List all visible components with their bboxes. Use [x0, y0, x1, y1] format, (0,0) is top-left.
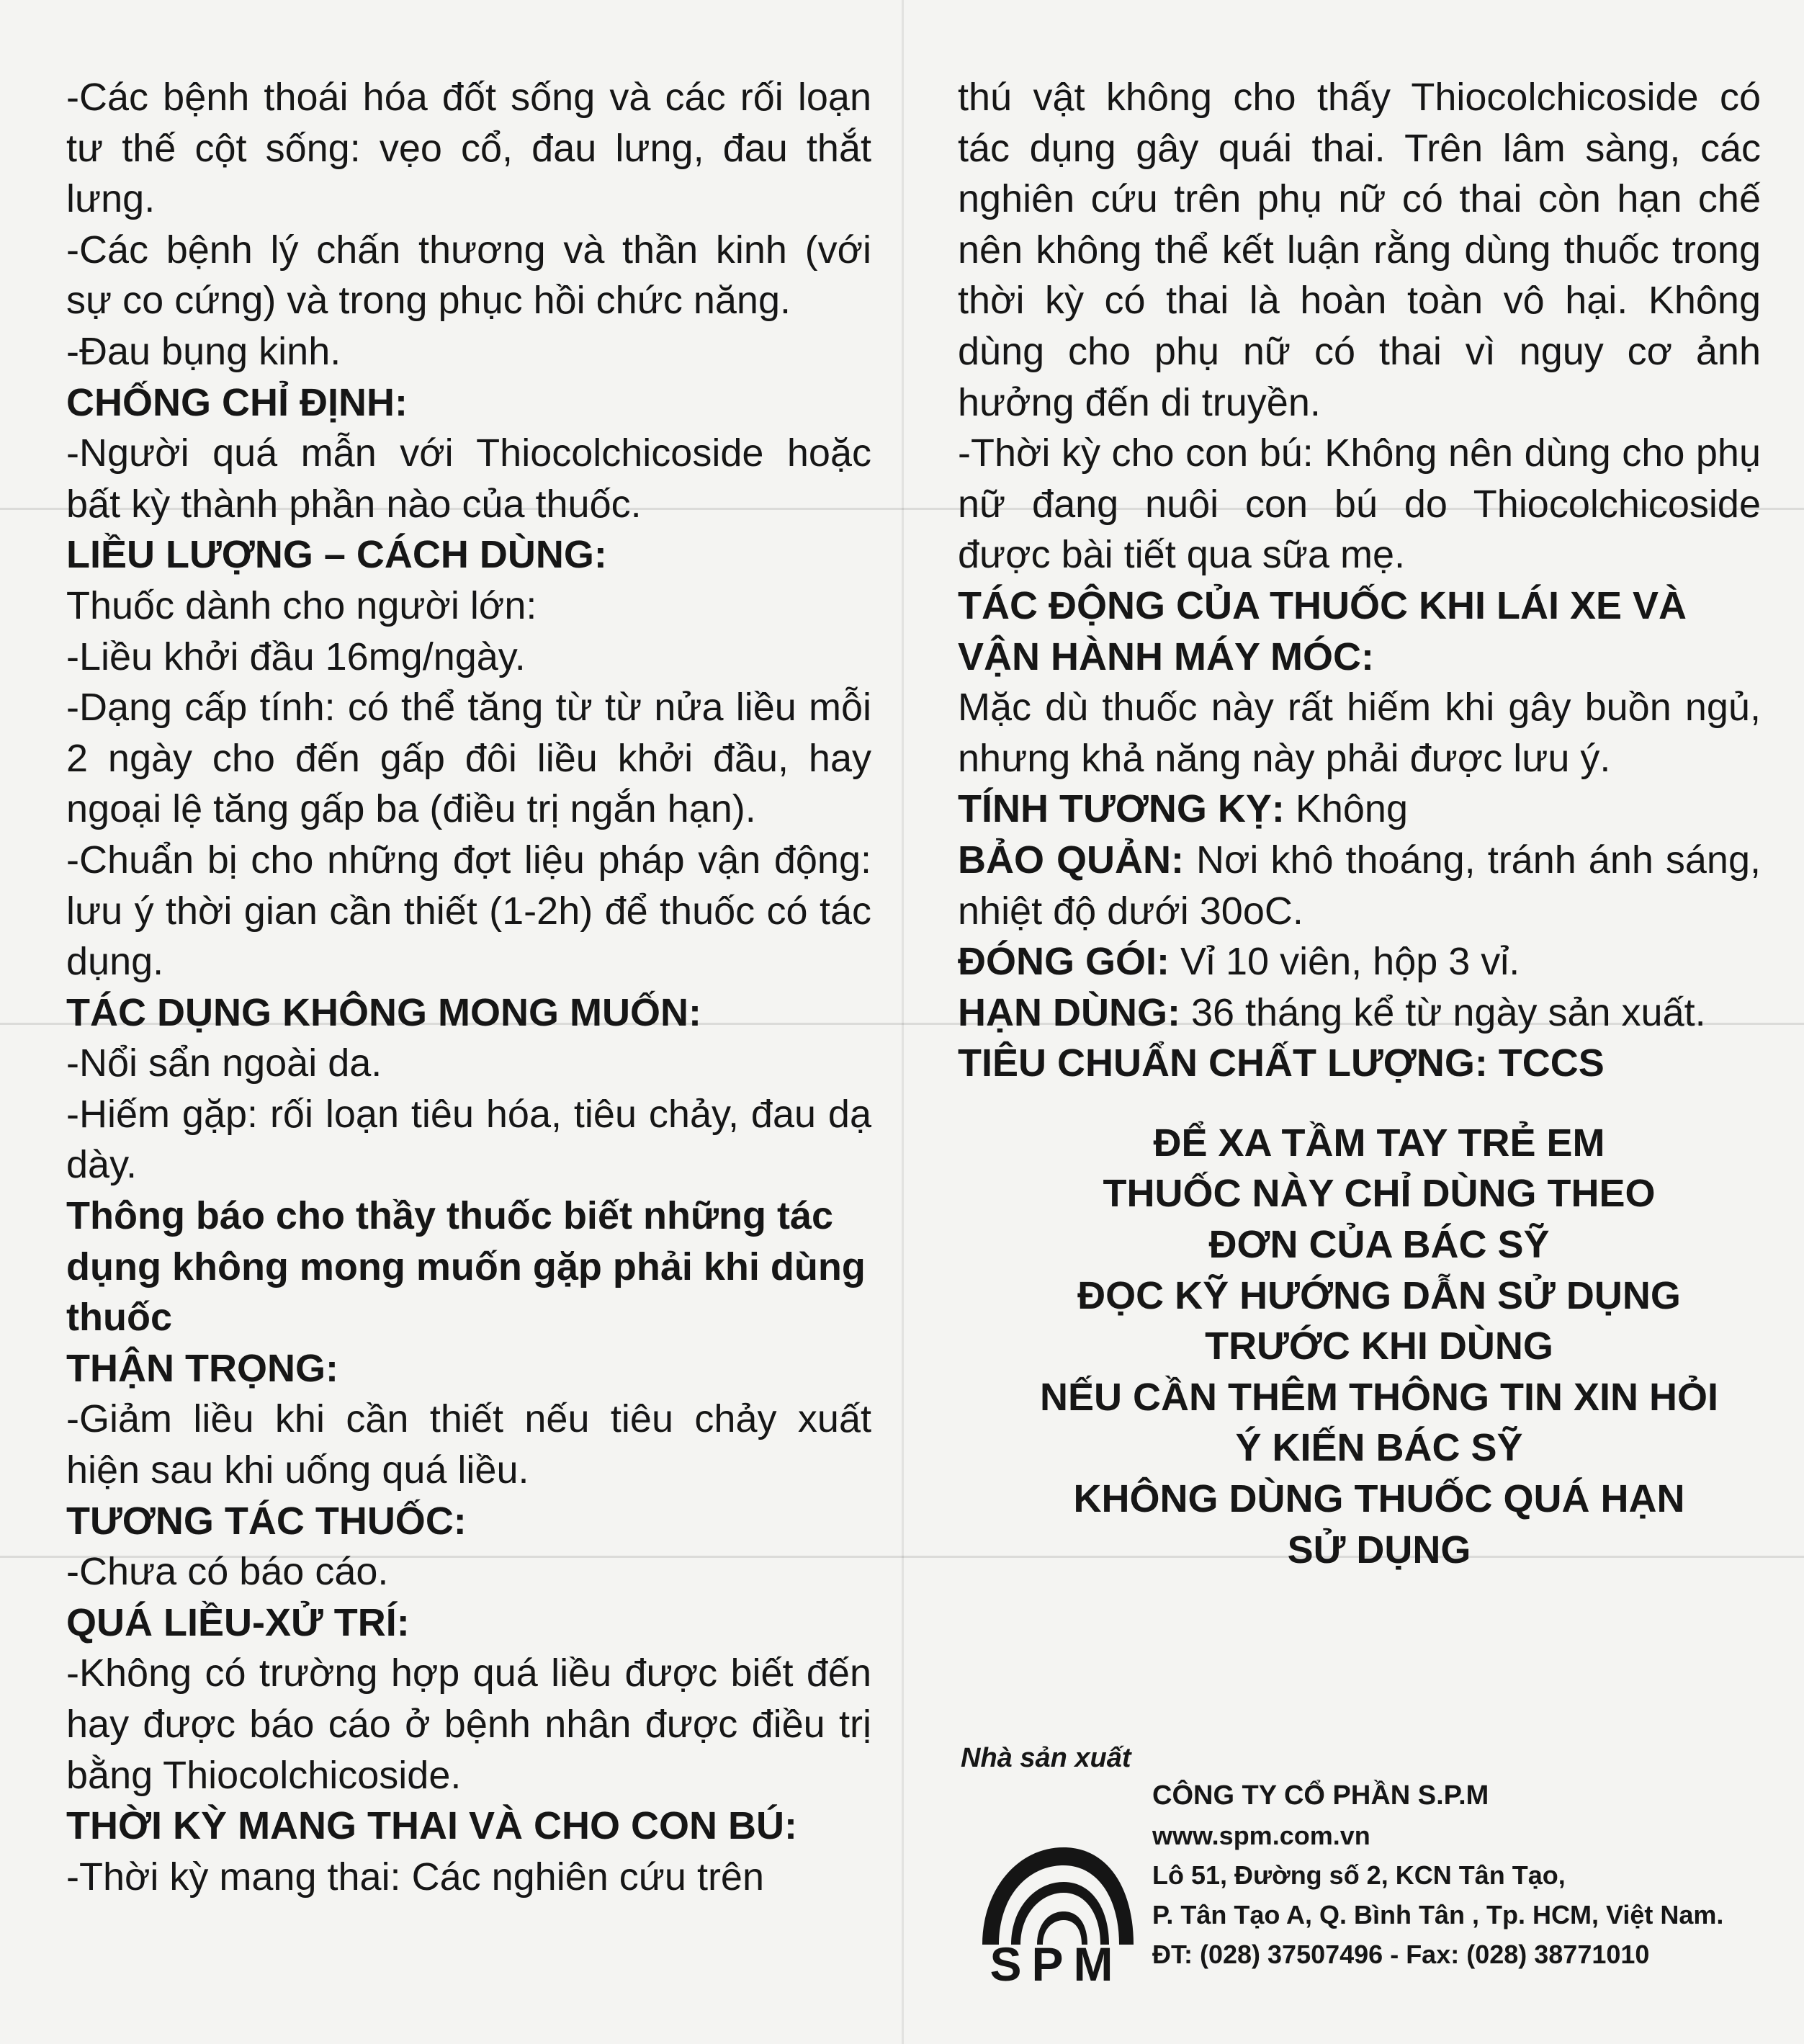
manufacturer-address: P. Tân Tạo A, Q. Bình Tân , Tp. HCM, Việt Nam. [1152, 1900, 1724, 1929]
overdose-text: -Không có trường hợp quá liều được biết đến hay được báo cáo ở bệnh nhân được điều trị bằng Thiocolchicoside. [66, 1651, 871, 1797]
manufacturer-name: CÔNG TY CỔ PHẦN S.P.M [1152, 1780, 1489, 1811]
indication-item: -Đau bụng kinh. [66, 329, 341, 373]
manufacturer-website: www.spm.com.vn [1152, 1821, 1370, 1850]
incompatibility-label: TÍNH TƯƠNG KỴ: [958, 787, 1285, 831]
storage-label: BẢO QUẢN: [958, 838, 1184, 882]
dosage-text: -Dạng cấp tính: có thể tăng từ từ nửa liều mỗi 2 ngày cho đến gấp đôi liều khởi đầu, hay ngoại lệ tăng gấp ba (điều trị ngắn hạn). [66, 686, 871, 831]
warning-line: ĐỌC KỸ HƯỚNG DẪN SỬ DỤNG [1077, 1273, 1681, 1317]
warning-line: Ý KIẾN BÁC SỸ [1235, 1426, 1523, 1470]
warning-line: TRƯỚC KHI DÙNG [1205, 1324, 1553, 1368]
dosage-text: -Chuẩn bị cho những đợt liệu pháp vận động: lưu ý thời gian cần thiết (1-2h) để thuốc có tác dụng. [66, 838, 871, 984]
contraindication-heading: CHỐNG CHỈ ĐỊNH: [66, 380, 408, 424]
interactions-text: -Chưa có báo cáo. [66, 1550, 389, 1594]
driving-text: Mặc dù thuốc này rất hiếm khi gây buồn ngủ, nhưng khả năng này phải được lưu ý. [958, 686, 1761, 780]
indication-item: -Các bệnh thoái hóa đốt sống và các rối loạn tư thế cột sống: vẹo cổ, đau lưng, đau thắt lưng. [66, 76, 871, 221]
overdose-heading: QUÁ LIỀU-XỬ TRÍ: [66, 1600, 410, 1644]
packaging-line [958, 936, 1761, 987]
warning-line: SỬ DỤNG [1287, 1528, 1471, 1572]
warning-line: KHÔNG DÙNG THUỐC QUÁ HẠN [1073, 1477, 1685, 1521]
packaging-value: Vỉ 10 viên, hộp 3 vỉ. [1170, 940, 1520, 984]
side-effects-text: -Hiếm gặp: rối loạn tiêu hóa, tiêu chảy, đau dạ dày. [66, 1092, 871, 1187]
side-effects-heading: TÁC DỤNG KHÔNG MONG MUỐN: [66, 990, 701, 1034]
pregnancy-text: -Thời kỳ mang thai: Các nghiên cứu trên [66, 1855, 764, 1899]
packaging-label: ĐÓNG GÓI: [958, 940, 1170, 984]
warning-line: NẾU CẦN THÊM THÔNG TIN XIN HỎI [1040, 1375, 1718, 1419]
right-column [958, 72, 1761, 1575]
spm-logo-icon [966, 1808, 1146, 1988]
side-effects-text: -Nổi sẩn ngoài da. [66, 1041, 382, 1085]
precautions-text: -Giảm liều khi cần thiết nếu tiêu chảy xuất hiện sau khi uống quá liều. [66, 1397, 871, 1492]
warning-line: ĐƠN CỦA BÁC SỸ [1208, 1223, 1550, 1267]
pregnancy-heading: THỜI KỲ MANG THAI VÀ CHO CON BÚ: [66, 1804, 798, 1848]
warning-line: THUỐC NÀY CHỈ DÙNG THEO [1103, 1172, 1656, 1216]
driving-heading: TÁC ĐỘNG CỦA THUỐC KHI LÁI XE VÀ VẬN HÀNH MÁY MÓC: [958, 583, 1687, 678]
fold-crease [902, 0, 904, 2044]
indication-item: -Các bệnh lý chấn thương và thần kinh (với sự co cứng) và trong phục hồi chức năng. [66, 228, 871, 323]
dosage-text: -Liều khởi đầu 16mg/ngày. [66, 635, 526, 678]
report-notice: Thông báo cho thầy thuốc biết những tác dụng không mong muốn gặp phải khi dùng thuốc [66, 1194, 866, 1340]
dosage-heading: LIỀU LƯỢNG – CÁCH DÙNG: [66, 533, 607, 577]
expiry-line [958, 987, 1761, 1039]
precautions-heading: THẬN TRỌNG: [66, 1346, 338, 1390]
manufacturer-info [1152, 1776, 1723, 1974]
manufacturer-address: Lô 51, Đường số 2, KCN Tân Tạo, [1152, 1860, 1566, 1890]
incompatibility-value: Không [1284, 787, 1408, 831]
warning-line: ĐỂ XA TẦM TAY TRẺ EM [1153, 1121, 1605, 1165]
expiry-value: 36 tháng kể từ ngày sản xuất. [1180, 990, 1706, 1034]
dosage-text: Thuốc dành cho người lớn: [66, 583, 537, 627]
interactions-heading: TƯƠNG TÁC THUỐC: [66, 1499, 467, 1543]
lactation-text: -Thời kỳ cho con bú: Không nên dùng cho phụ nữ đang nuôi con bú do Thiocolchicoside được bài tiết qua sữa mẹ. [958, 431, 1761, 577]
storage-value: Nơi khô thoáng, tránh ánh sáng, nhiệt độ dưới 30oC. [958, 838, 1761, 933]
storage-line [958, 835, 1761, 936]
incompatibility-line [958, 784, 1761, 835]
logo-text: SPM [989, 1937, 1123, 1988]
expiry-label: HẠN DÙNG: [958, 990, 1180, 1034]
quality-standard: TIÊU CHUẨN CHẤT LƯỢNG: TCCS [958, 1041, 1605, 1085]
contraindication-text: -Người quá mẫn với Thiocolchicoside hoặc bất kỳ thành phần nào của thuốc. [66, 431, 871, 526]
manufacturer-phone: ĐT: (028) 37507496 - Fax: (028) 38771010 [1152, 1940, 1650, 1969]
manufacturer-block [958, 1743, 1793, 1988]
warning-block [958, 1118, 1761, 1575]
manufacturer-label: Nhà sản xuất [961, 1743, 1131, 1773]
left-column [66, 72, 871, 1902]
pregnancy-text-continued: thú vật không cho thấy Thiocolchicoside có tác dụng gây quái thai. Trên lâm sàng, các nghiên cứu trên phụ nữ có thai còn hạn chế nên không thể kết luận rằng dùng thuốc trong thời kỳ có thai là hoàn toàn vô hại. Không dùng cho phụ nữ có thai vì nguy cơ ảnh hưởng đến di truyền. [958, 76, 1761, 424]
